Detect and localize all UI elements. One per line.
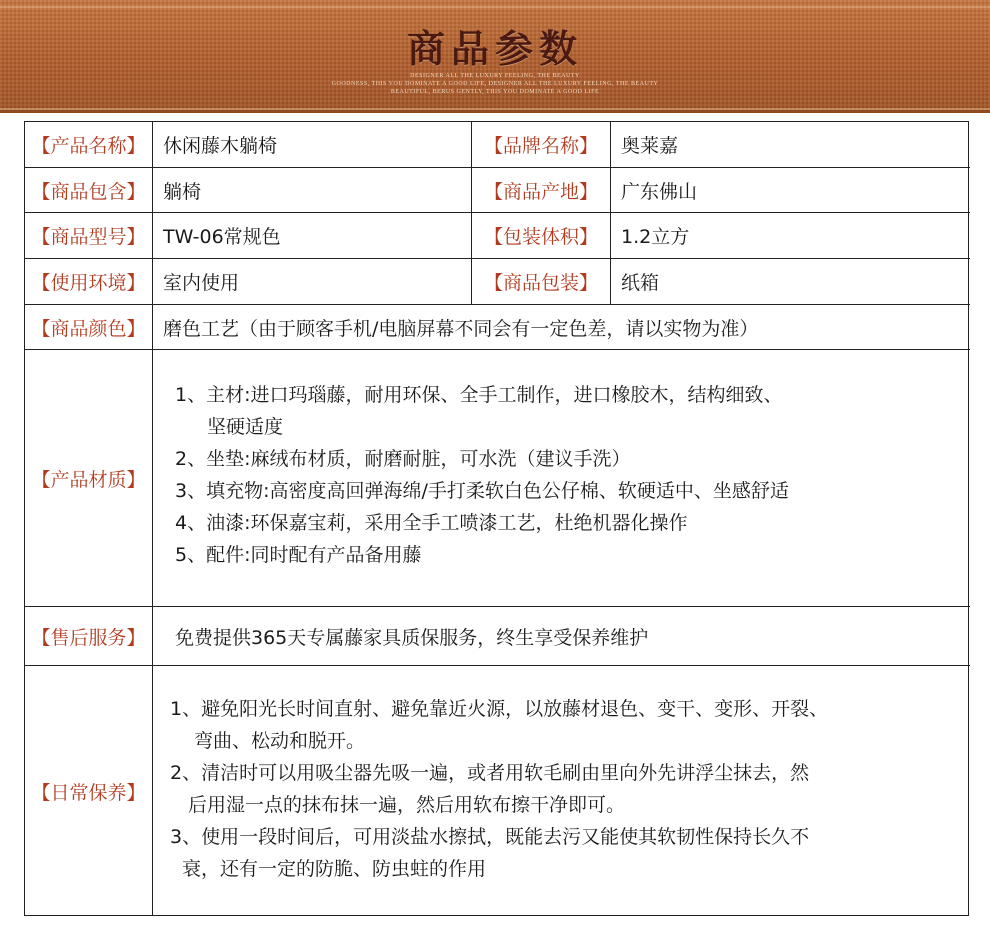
material-line: 3、填充物:高密度高回弹海绵/手打柔软白色公仔棉、软硬适中、坐感舒适: [175, 480, 789, 502]
banner-subtitle-line-3: BEAUTIFUL, BERUS GENTLY, THIS YOU DOMINATE A GOOD LIFE: [390, 89, 600, 95]
label-environment: 【使用环境】: [31, 272, 146, 294]
value-origin: 广东佛山: [621, 180, 698, 203]
banner-title: 商品参数: [406, 26, 583, 71]
care-line: 1、避免阳光长时间直射、避免靠近火源，以放藤材退色、变干、变形、开裂、: [170, 698, 829, 720]
value-after-sales: 免费提供365天专属藤家具质保服务，终生享受保养维护: [175, 626, 649, 649]
care-line: 衰，还有一定的防脆、防虫蛀的作用: [182, 858, 487, 880]
value-model: TW-06常规色: [163, 226, 281, 248]
header-banner: [0, 0, 990, 113]
product-params-table: [24, 121, 969, 916]
value-brand-name: 奥莱嘉: [621, 135, 679, 157]
material-list: [175, 379, 965, 571]
label-material: 【产品材质】: [31, 468, 146, 491]
row-divider: [25, 665, 970, 666]
material-line: 坚硬适度: [207, 416, 284, 438]
material-line: 2、坐垫:麻绒布材质，耐磨耐脏，可水洗（建议手洗）: [175, 448, 631, 470]
banner-subtitle-line-1: DESIGNER ALL THE LUXURY FEELING, THE BEAUTY: [410, 73, 580, 79]
material-line: 5、配件:同时配有产品备用藤: [175, 544, 422, 566]
care-line: 弯曲、松动和脱开。: [194, 730, 366, 752]
label-package-volume: 【包装体积】: [483, 226, 598, 248]
label-brand-name: 【品牌名称】: [483, 135, 598, 157]
material-line: 4、油漆:环保嘉宝莉，采用全手工喷漆工艺，杜绝机器化操作: [175, 512, 688, 534]
banner-subtitle-line-2: GOODNESS, THIS YOU DOMINATE A GOOD LIFE, DESIGNER ALL THE LUXURY FEELING, THE BEAUTY: [331, 81, 659, 87]
value-product-name: 休闲藤木躺椅: [163, 135, 278, 157]
label-after-sales: 【售后服务】: [31, 626, 146, 649]
material-line: 1、主材:进口玛瑙藤，耐用环保、全手工制作，进口橡胶木，结构细致、: [175, 384, 783, 406]
label-model: 【商品型号】: [31, 226, 146, 248]
care-line: 3、使用一段时间后，可用淡盐水擦拭，既能去污又能使其软韧性保持长久不: [170, 826, 810, 848]
row-divider: [25, 349, 970, 350]
label-origin: 【商品产地】: [483, 180, 598, 203]
value-package-volume: 1.2立方: [621, 226, 690, 248]
label-packaging: 【商品包装】: [483, 272, 598, 294]
care-line: 后用湿一点的抹布抹一遍，然后用软布擦干净即可。: [188, 794, 626, 816]
label-color: 【商品颜色】: [31, 317, 146, 340]
care-list: [170, 693, 965, 885]
value-packaging: 纸箱: [621, 272, 660, 294]
banner-subtitle: [0, 72, 990, 96]
value-environment: 室内使用: [163, 272, 240, 294]
care-line: 2、清洁时可以用吸尘器先吸一遍，或者用软毛刷由里向外先讲浮尘抹去，然: [170, 762, 810, 784]
label-product-name: 【产品名称】: [31, 135, 146, 157]
label-package-contents: 【商品包含】: [31, 180, 146, 203]
value-color: 磨色工艺（由于顾客手机/电脑屏幕不同会有一定色差，请以实物为准）: [163, 317, 759, 340]
value-package-contents: 躺椅: [163, 180, 202, 203]
label-daily-care: 【日常保养】: [31, 781, 146, 804]
